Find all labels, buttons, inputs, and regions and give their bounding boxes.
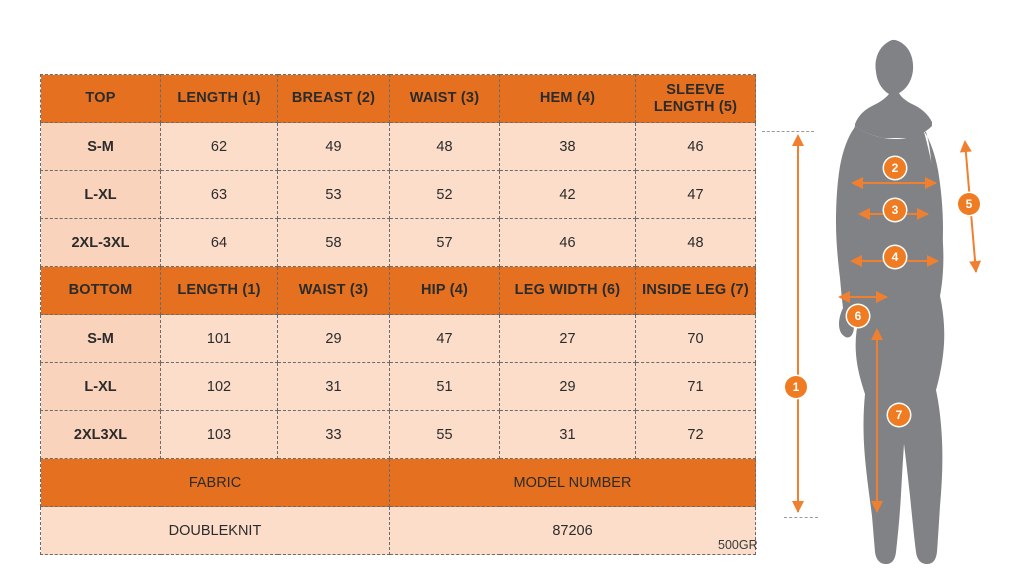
row-label: S-M <box>41 123 161 171</box>
table-cell: 42 <box>500 171 636 219</box>
table-cell: 29 <box>500 363 636 411</box>
table-cell: 72 <box>636 411 756 459</box>
footer-header-model-number: MODEL NUMBER <box>390 459 756 507</box>
table-cell: 55 <box>390 411 500 459</box>
header-cell-hem: HEM (4) <box>500 75 636 123</box>
body-silhouette <box>836 40 944 564</box>
table-header-row-bottom <box>41 267 756 315</box>
fabric-weight-label: 500GR <box>718 538 758 552</box>
marker-badge-3: 3 <box>884 199 906 221</box>
size-chart-table <box>40 74 756 555</box>
table-cell: 71 <box>636 363 756 411</box>
marker-badge-6: 6 <box>847 305 869 327</box>
footer-value-model-number: 87206 <box>390 507 756 555</box>
header-cell-leg-width: LEG WIDTH (6) <box>500 267 636 315</box>
header-cell-waist: WAIST (3) <box>390 75 500 123</box>
marker-badge-2: 2 <box>884 157 906 179</box>
marker-badge-7: 7 <box>888 404 910 426</box>
table-cell: 63 <box>161 171 278 219</box>
table-cell: 103 <box>161 411 278 459</box>
row-label: S-M <box>41 315 161 363</box>
table-row <box>41 219 756 267</box>
marker-badge-1: 1 <box>785 376 807 398</box>
table-footer-header-row <box>41 459 756 507</box>
table-cell: 31 <box>500 411 636 459</box>
table-row <box>41 123 756 171</box>
table-cell: 31 <box>278 363 390 411</box>
table-cell: 47 <box>636 171 756 219</box>
table-cell: 101 <box>161 315 278 363</box>
table-cell: 33 <box>278 411 390 459</box>
header-cell-sleeve-length: SLEEVE LENGTH (5) <box>636 75 756 123</box>
table-cell: 46 <box>500 219 636 267</box>
table-cell: 51 <box>390 363 500 411</box>
table-cell: 46 <box>636 123 756 171</box>
table-row <box>41 315 756 363</box>
table-cell: 53 <box>278 171 390 219</box>
marker-badge-4: 4 <box>884 246 906 268</box>
table-row <box>41 363 756 411</box>
table-row <box>41 411 756 459</box>
figure-svg <box>760 0 1024 575</box>
table-cell: 62 <box>161 123 278 171</box>
table-cell: 48 <box>390 123 500 171</box>
header-cell-length: LENGTH (1) <box>161 267 278 315</box>
row-label: 2XL-3XL <box>41 219 161 267</box>
table-cell: 102 <box>161 363 278 411</box>
table-cell: 57 <box>390 219 500 267</box>
table-cell: 38 <box>500 123 636 171</box>
header-cell-breast: BREAST (2) <box>278 75 390 123</box>
row-label: 2XL3XL <box>41 411 161 459</box>
table-cell: 58 <box>278 219 390 267</box>
table-cell: 29 <box>278 315 390 363</box>
table-cell: 52 <box>390 171 500 219</box>
footer-value-fabric: DOUBLEKNIT <box>41 507 390 555</box>
table-cell: 70 <box>636 315 756 363</box>
footer-header-fabric: FABRIC <box>41 459 390 507</box>
measurement-diagram <box>760 0 1024 575</box>
header-cell-top: TOP <box>41 75 161 123</box>
header-cell-length: LENGTH (1) <box>161 75 278 123</box>
table-cell: 27 <box>500 315 636 363</box>
table-cell: 47 <box>390 315 500 363</box>
table-cell: 49 <box>278 123 390 171</box>
header-cell-waist: WAIST (3) <box>278 267 390 315</box>
table-header-row-top <box>41 75 756 123</box>
table-footer-value-row <box>41 507 756 555</box>
marker-badge-5: 5 <box>958 193 980 215</box>
header-cell-hip: HIP (4) <box>390 267 500 315</box>
table-cell: 64 <box>161 219 278 267</box>
header-cell-bottom: BOTTOM <box>41 267 161 315</box>
table-row <box>41 171 756 219</box>
header-cell-inside-leg: INSIDE LEG (7) <box>636 267 756 315</box>
table-cell: 48 <box>636 219 756 267</box>
row-label: L-XL <box>41 363 161 411</box>
row-label: L-XL <box>41 171 161 219</box>
